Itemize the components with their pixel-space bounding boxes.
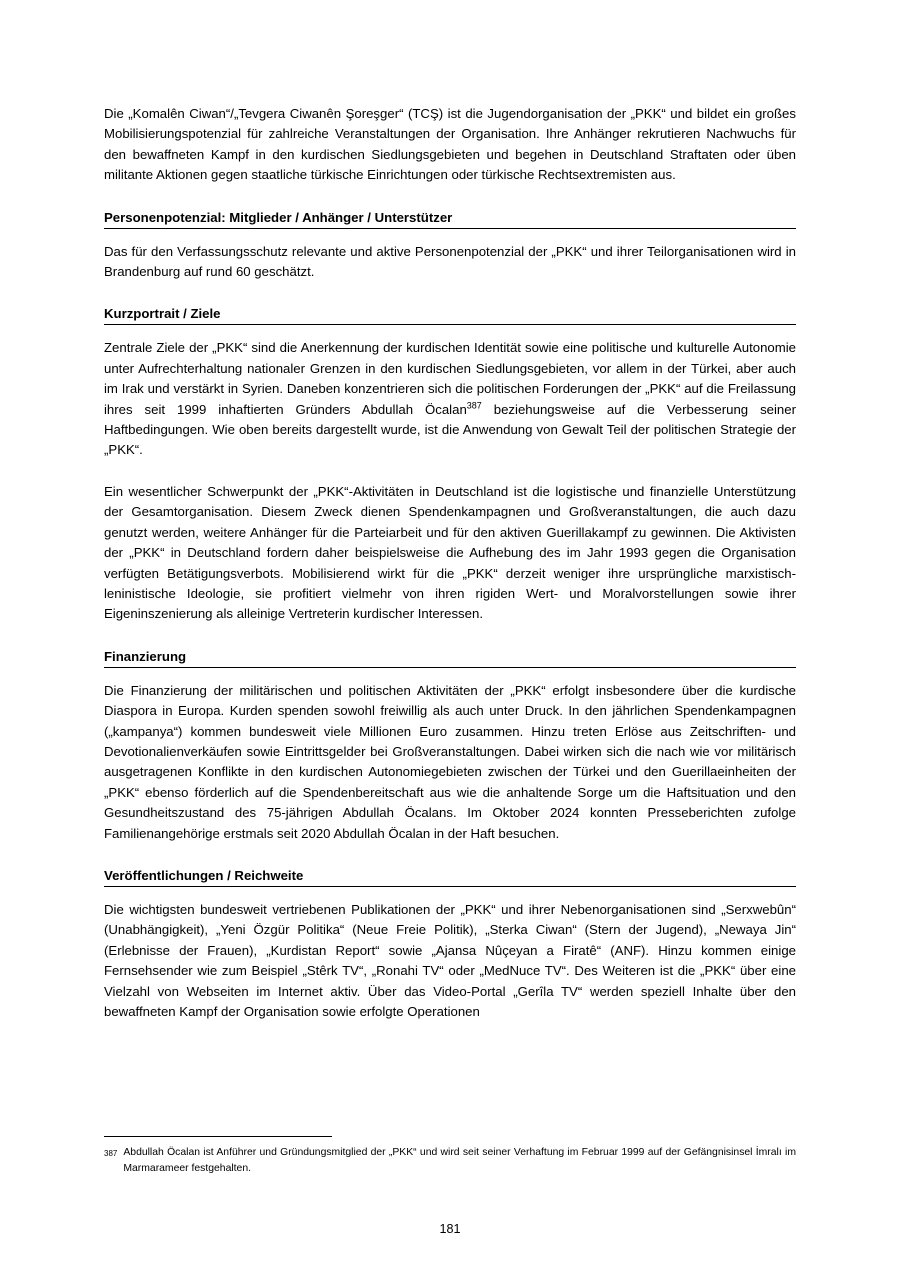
heading-veroeffentlichungen: Veröffentlichungen / Reichweite — [104, 868, 796, 887]
paragraph-kurzportrait-1 — [104, 338, 796, 460]
paragraph-spacer — [104, 461, 796, 482]
section-veroeffentlichungen-header — [104, 868, 796, 887]
footnote-387 — [104, 1145, 796, 1176]
paragraph-veroeffentlichungen: Die wichtigsten bundesweit vertriebenen Publikationen der „PKK“ und ihrer Nebenorganisationen sind „Serxwebûn“ (Unabhängigkeit), „Yeni Özgür Politika“ (Neue Freie Politik), „Sterka Ciwan“ (Stern der Jugend), „Newaya Jin“ (Erlebnisse der Frauen), „Kurdistan Report“ sowie „Ajansa Nûçeyan a Firatê“ (ANF). Hinzu kommen einige Fernsehsender wie zum Beispiel „Stêrk TV“, „Ronahi TV“ oder „MedNuce TV“. Des Weiteren ist die „PKK“ über eine Vielzahl von Webseiten im Internet aktiv. Über das Video-Portal „Gerîla TV“ werden speziell Inhalte über den bewaffneten Kampf der Organisation sowie erfolgte Operationen — [104, 901, 796, 1019]
footnote-separator-rule — [104, 1136, 332, 1137]
footnote-marker-387[interactable]: 387 — [466, 400, 482, 411]
paragraph-kurzportrait-1-text-before-note: Zentrale Ziele der „PKK“ sind die Anerkennung der kurdischen Identität sowie eine politische und kulturelle Autonomie unter Aufrechterhaltung nationaler Grenzen in den kurdischen Siedlungsgebieten, vor allem in der Türkei, aber auch im Irak und verstärkt in Syrien. Daneben konzentrieren sich die politischen Forderungen der „PKK“ auf die Freilassung ihres seit 1999 inhaftierten Gründers Abdullah Öcalan — [104, 340, 796, 417]
paragraph-kurzportrait-2: Ein wesentlicher Schwerpunkt der „PKK“-Aktivitäten in Deutschland ist die logistische und finanzielle Unterstützung der Gesamtorganisation. Diesem Zweck dienen Spendenkampagnen und Großveranstaltungen, die auch dazu genutzt werden, weitere Anhänger für die Parteiarbeit und für den aktiven Guerillakampf zu gewinnen. Die Aktivisten der „PKK“ in Deutschland fordern daher beispielsweise die Aufhebung des im Jahr 1993 gegen die Organisation verfügten Betätigungsverbots. Mobilisierend wirkt für die „PKK“ derzeit weniger ihre ursprüngliche marxistisch-leninistische Ideologie, sie profitiert vielmehr von ihren rigiden Wert- und Moralvorstellungen sowie ihrer Eigeninszenierung als alleinige Vertreterin kurdischer Interessen. — [104, 483, 796, 622]
footnote-number: 387 — [104, 1149, 118, 1158]
section-personenpotenzial-header — [104, 210, 796, 229]
section-kurzportrait-header — [104, 306, 796, 325]
footnote-text: Abdullah Öcalan ist Anführer und Gründungsmitglied der „PKK“ und wird seit seiner Verhaftung im Februar 1999 auf der Gefängnisinsel İmralı im Marmarameer festgehalten. — [123, 1147, 796, 1174]
paragraph-intro: Die „Komalên Ciwan“/„Tevgera Ciwanên Şoreşger“ (TCŞ) ist die Jugendorganisation der „PKK“ und bildet ein großes Mobilisierungspotenzial für zahlreiche Veranstaltungen der Organisation. Ihre Anhänger rekrutieren Nachwuchs für den bewaffneten Kampf in den kurdischen Siedlungsgebieten und begehen in Deutschland Straftaten oder üben militante Aktionen gegen staatliche türkische Einrichtungen oder türkische Rechtsextremisten aus. — [104, 106, 796, 183]
heading-kurzportrait: Kurzportrait / Ziele — [104, 306, 796, 325]
section-finanzierung-header — [104, 649, 796, 668]
paragraph-kurzportrait-1-text-after-note: beziehungsweise auf die Verbesserung seiner Haftbedingungen. Wie oben bereits dargestellt wurde, ist die Anwendung von Gewalt Teil der politischen Strategie der „PKK“. — [104, 401, 796, 458]
heading-finanzierung: Finanzierung — [104, 649, 796, 668]
page-number: 181 — [439, 1222, 461, 1236]
paragraph-personenpotenzial: Das für den Verfassungsschutz relevante und aktive Personenpotenzial der „PKK“ und ihrer Teilorganisationen wird in Brandenburg auf rund 60 geschätzt. — [104, 243, 796, 280]
page-content — [104, 104, 796, 1022]
footnote-area — [104, 1136, 796, 1176]
heading-personenpotenzial: Personenpotenzial: Mitglieder / Anhänger / Unterstützer — [104, 210, 796, 229]
paragraph-finanzierung: Die Finanzierung der militärischen und politischen Aktivitäten der „PKK“ erfolgt insbesondere über die kurdische Diaspora in Europa. Kurden spenden sowohl freiwillig als auch unter Druck. In den jährlichen Spendenkampagnen („kampanya“) kommen bundesweit viele Millionen Euro zusammen. Hinzu treten Erlöse aus Zeitschriften- und Devotionalienverkäufen sowie Eintrittsgelder bei Großveranstaltungen. Dabei wirken sich die nach wie vor militärisch ausgetragenen Konflikte in den kurdischen Autonomiegebieten zwischen der Türkei und den Guerillaeinheiten der „PKK“ ebenso förderlich auf die Spendenbereitschaft aus wie die anhaltende Sorge um die Haftsituation und den Gesundheitszustand des 75-jährigen Abdullah Öcalans. Im Oktober 2024 konnten Presseberichten zufolge Familienangehörige erstmals seit 2020 Abdullah Öcalan in der Haft besuchen. — [104, 682, 796, 841]
